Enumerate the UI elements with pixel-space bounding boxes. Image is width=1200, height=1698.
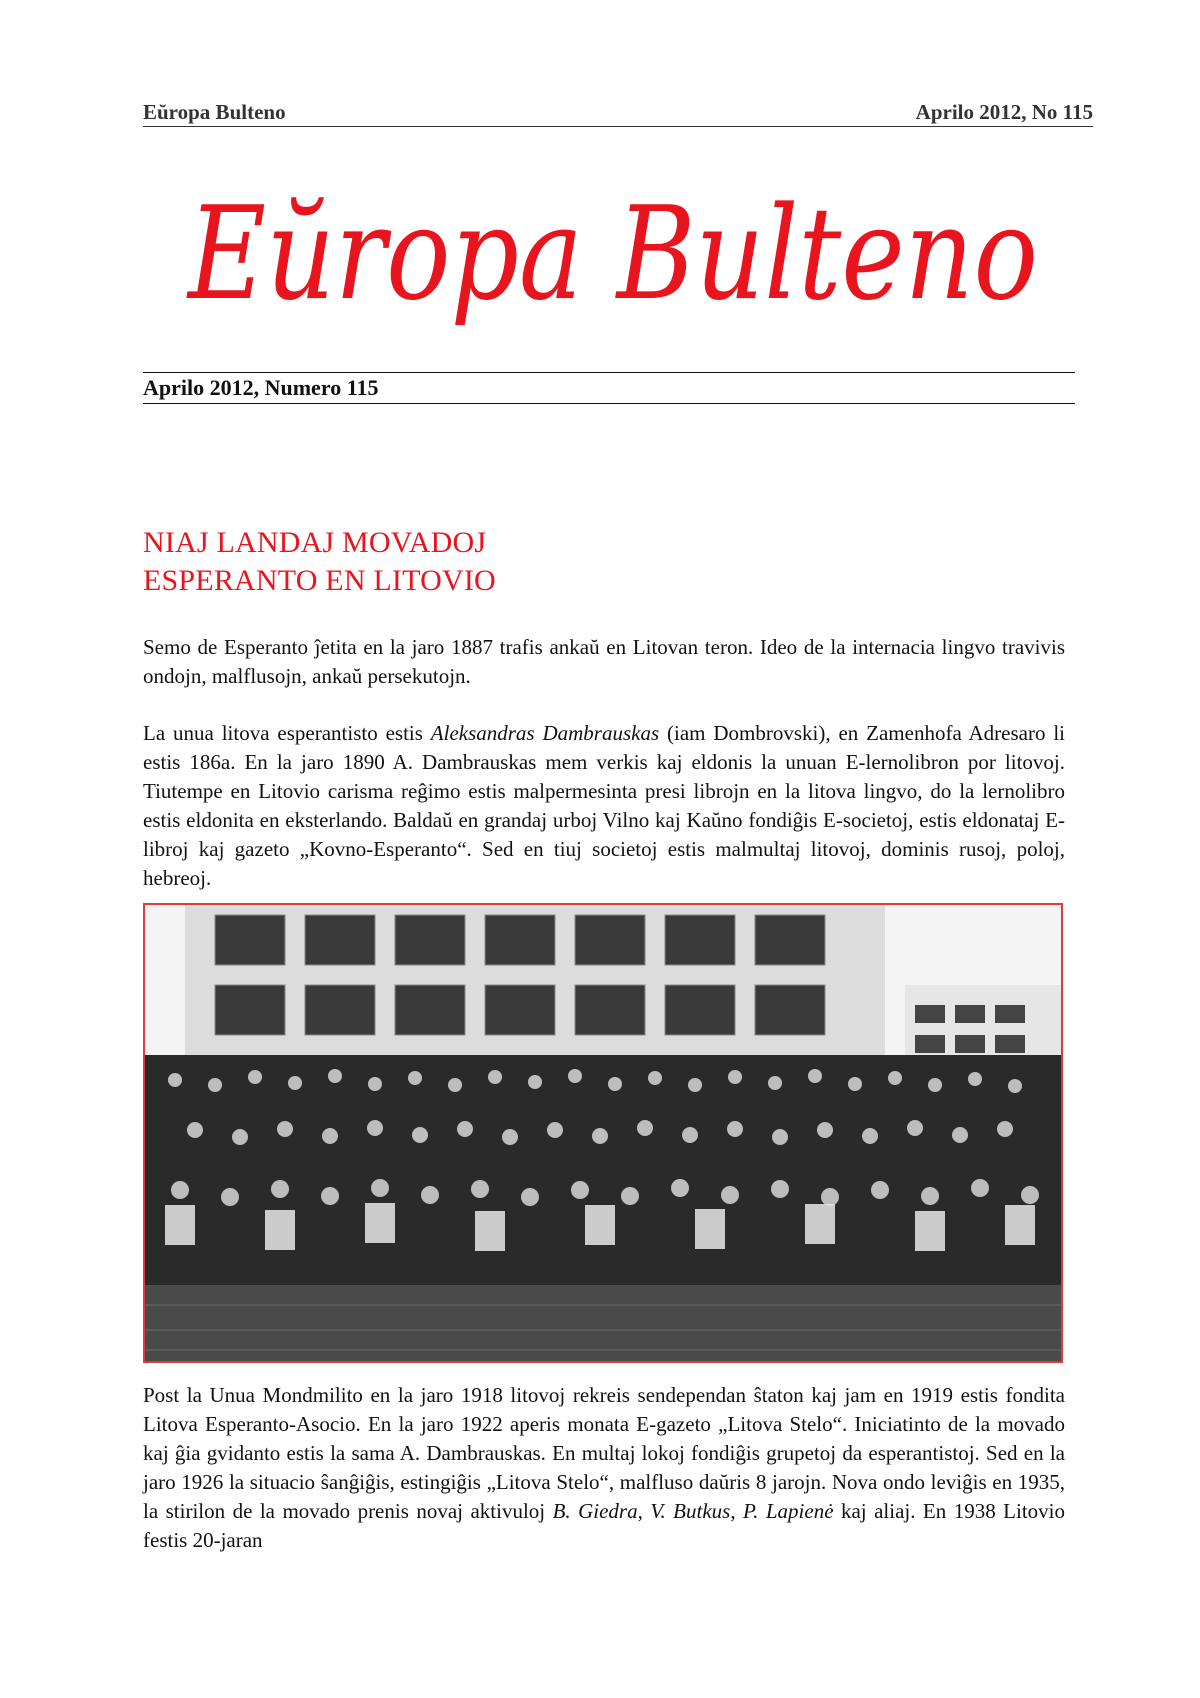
- article-headline: [143, 524, 1043, 600]
- p2-person-name: Aleksandras Dambrauskas: [430, 721, 660, 745]
- issue-bar: [143, 372, 1075, 404]
- p3-separator-1: ,: [637, 1499, 651, 1523]
- p3-separator-2: ,: [730, 1499, 744, 1523]
- running-header-title: Eŭropa Bulteno: [143, 100, 286, 124]
- headline-line-1: NIAJ LANDAJ MOVADOJ: [143, 526, 487, 559]
- group-photo: [143, 903, 1063, 1363]
- masthead: [143, 180, 1083, 350]
- article-paragraph-3: [143, 1381, 1065, 1555]
- headline-line-2: ESPERANTO EN LITOVIO: [143, 564, 496, 597]
- p2-text-before: La unua litova esperantisto estis: [143, 721, 431, 745]
- p3-text: Post la Unua Mondmilito en la jaro 1918 litovoj rekreis sendependan ŝtaton kaj jam en 1919 estis fondita Litova Esperanto-Asocio. En la jaro 1922 aperis monata E-gazeto „Litova Stelo“. Iniciatinto de la movado kaj ĝia gvidanto estis la sama A. Dambrauskas. En multaj lokoj fondiĝis grupetoj da esperantistoj. Sed en la jaro 1926 la situacio ŝanĝiĝis, estingiĝis „Litova Stelo“, malfluso daŭris 8 jarojn. Nova ondo leviĝis en 1935, la stirilon de la movado prenis novaj aktivuloj: [143, 1383, 1065, 1523]
- group-photo-icon: [145, 905, 1061, 1361]
- running-header-issue: Aprilo 2012, No 115: [915, 100, 1093, 124]
- p2-text-after: (iam Dombrovski), en Zamenhofa Adresaro li estis 186a. En la jaro 1890 A. Dambrauskas mem verkis kaj eldonis la unuan E-lernolibron por litovoj. Tiutempe en Litovio carisma reĝimo estis malpermesinta presi librojn en la litova lingvo, do la lernolibro estis eldonita en eksterlando. Baldaŭ en grandaj urboj Vilno kaj Kaŭno fondiĝis E-societoj, estis eldonataj E-libroj kaj gazeto „Kovno-Esperanto“. Sed en tiuj societoj estis malmultaj litovoj, dominis rusoj, poloj, hebreoj.: [143, 721, 1065, 890]
- article-paragraph-2: [143, 719, 1065, 893]
- p3-person-giedra: B. Giedra: [552, 1499, 638, 1523]
- masthead-logo: [143, 180, 1083, 350]
- p3-person-lapiene: P. Lapienė: [743, 1499, 834, 1523]
- p3-text-end: kaj aliaj. En 1938 Litovio festis 20-jaran: [143, 1499, 1066, 1552]
- masthead-title: Eŭropa Bulteno: [186, 180, 1038, 329]
- running-header: [143, 100, 1093, 127]
- article-paragraph-1: Semo de Esperanto ĵetita en la jaro 1887 trafis ankaŭ en Litovan teron. Ideo de la internacia lingvo travivis ondojn, malflusojn, ankaŭ persekutojn.: [143, 635, 1065, 688]
- issue-label: Aprilo 2012, Numero 115: [143, 375, 379, 400]
- p3-person-butkus: V. Butkus: [650, 1499, 731, 1523]
